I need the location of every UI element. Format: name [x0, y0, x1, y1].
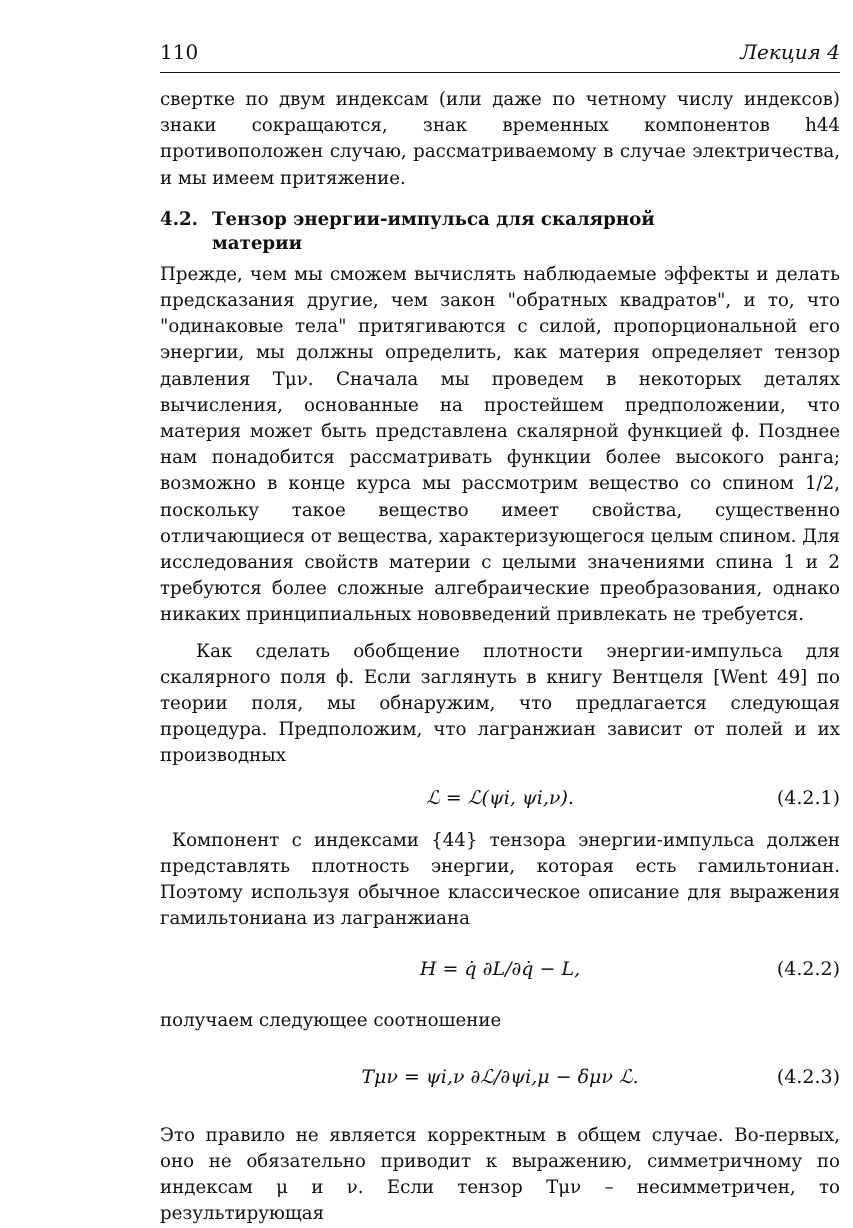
section-heading [160, 208, 840, 256]
equation-formula: Tμν = ψi,ν ∂ℒ/∂ψi,μ − δμν ℒ. [361, 1065, 639, 1088]
equation-4-2-3 [160, 1035, 840, 1119]
paragraph-4: Компонент с индексами {44} тензора энергии-импульса должен представлять плотность энергии, которая есть гамильтониан. Поэтому используя обычное классическое описание для выражения гамильтониана из лагранжиана [160, 829, 840, 930]
running-title: Лекция 4 [740, 40, 840, 64]
paragraph-6: Это правило не является корректным в общем случае. Во-первых, оно не обязательно приводит к выражению, симметричному по индексам μ и ν. Если тензор Tμν – несимметричен, то результирующая [160, 1124, 840, 1225]
paragraph-5: получаем следующее соотношение [160, 1010, 502, 1032]
equation-formula: ℒ = ℒ(ψi, ψi,ν). [426, 786, 574, 809]
equation-formula: H = q̇ ∂L/∂q̇ − L, [419, 958, 581, 981]
page [160, 40, 840, 1228]
page-number: 110 [160, 40, 199, 64]
section-number: 4.2. [160, 208, 198, 230]
page-header [160, 40, 840, 73]
equation-number: (4.2.3) [776, 1065, 840, 1088]
paragraph-1: свертке по двум индексам (или даже по четному числу индексов) знаки сокращаются, знак временных компонентов h44 противоположен случаю, рассматриваемому в случае электричества, и мы имеем притяжение. [160, 89, 840, 189]
paragraph-3: Как сделать обобщение плотности энергии-импульса для скалярного поля ϕ. Если заглянуть в книгу Вентцеля [Went 49] по теории поля, мы обнаружим, что предлагается следующая процедура. Предположим, что лагранжиан зависит от полей и их производных [160, 640, 840, 767]
equation-4-2-1 [160, 770, 840, 826]
equation-number: (4.2.1) [776, 786, 840, 809]
section-title: Тензор энергии-импульса для скалярной материи [212, 208, 655, 254]
equation-number: (4.2.2) [776, 958, 840, 981]
equation-4-2-2 [160, 932, 840, 1006]
paragraph-2: Прежде, чем мы сможем вычислять наблюдаемые эффекты и делать предсказания другие, чем закон "обратных квадратов", и то, что "одинаковые тела" притягиваются с силой, пропорциональной его энергии, мы должны определить, как материя определяет тензор давления Tμν. Сначала мы проведем в некоторых деталях вычисления, основанные на простейшем предположении, что материя может быть представлена скалярной функцией ϕ. Позднее нам понадобится рассматривать функции более высокого ранга; возможно в конце курса мы рассмотрим вещество со спином 1/2, поскольку такое вещество имеет свойства, существенно отличающиеся от вещества, характеризующегося целым спином. Для исследования свойств материи с целыми значениями спина 1 и 2 требуются более сложные алгебраические преобразования, однако никаких принципиальных нововведений привлекать не требуется. [160, 263, 841, 626]
